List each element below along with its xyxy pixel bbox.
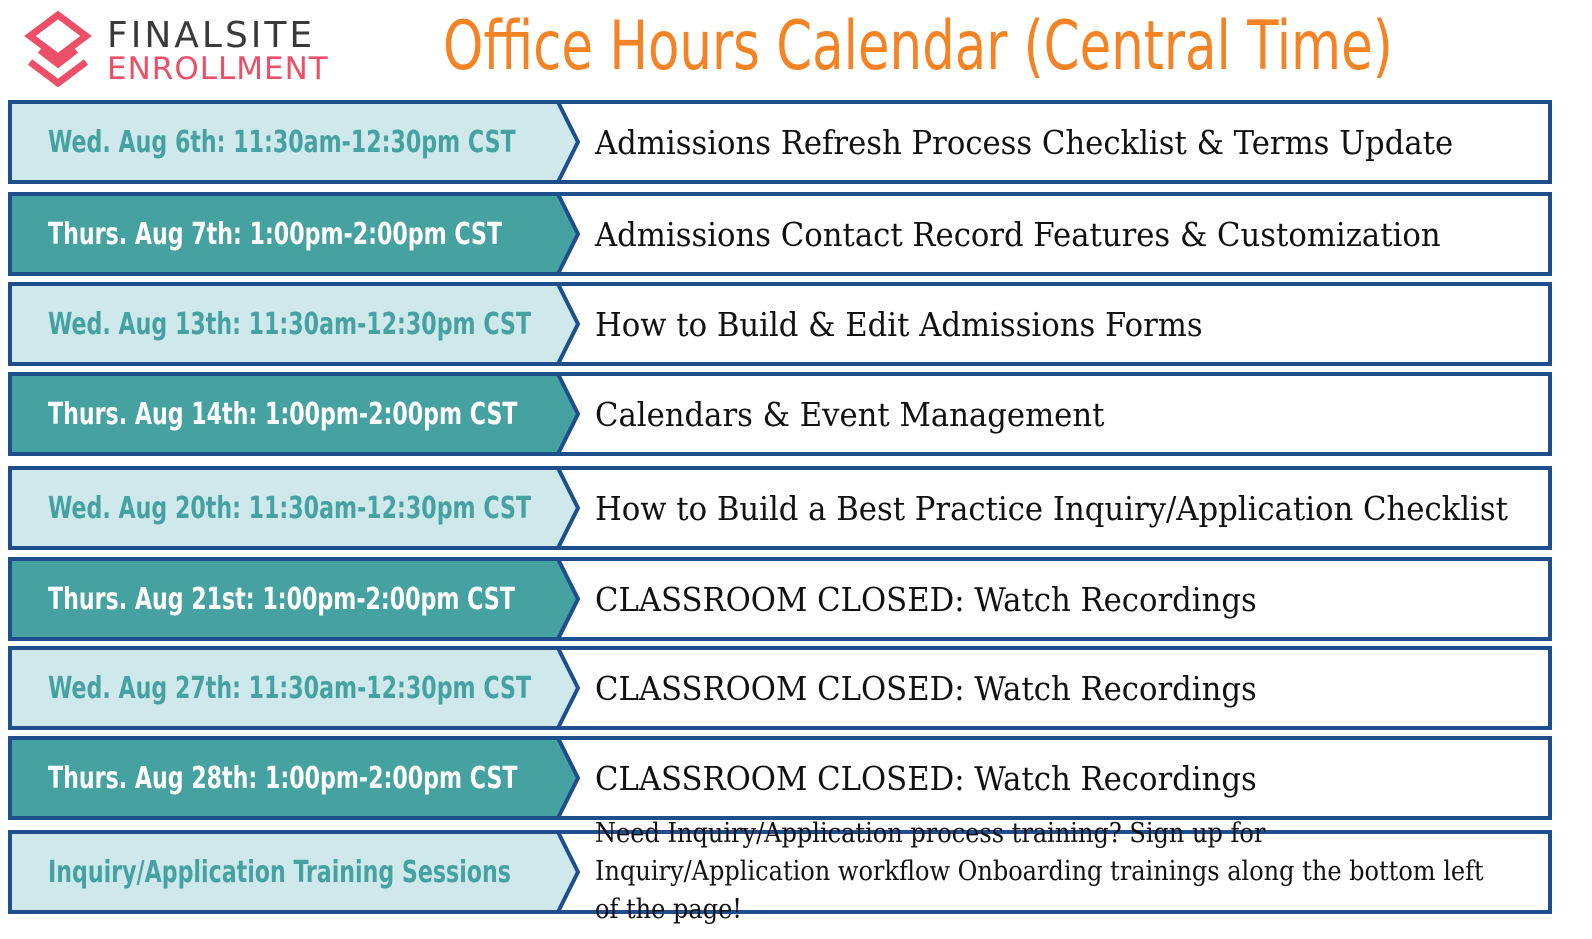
session-topic: Calendars & Event Management (595, 394, 1105, 434)
session-date: Wed. Aug 27th: 11:30am-12:30pm CST (48, 670, 532, 706)
session-row (8, 646, 1552, 730)
logo-wordmark-enrollment: ENROLLMENT (107, 51, 329, 87)
session-date: Thurs. Aug 28th: 1:00pm-2:00pm CST (48, 760, 518, 796)
session-row (8, 557, 1552, 641)
session-topic: CLASSROOM CLOSED: Watch Recordings (595, 668, 1257, 708)
session-row (8, 466, 1552, 550)
session-topic: CLASSROOM CLOSED: Watch Recordings (595, 579, 1257, 619)
finalsite-logo (22, 10, 362, 90)
session-topic: Admissions Contact Record Features & Customization (595, 214, 1441, 254)
session-topic: How to Build & Edit Admissions Forms (595, 304, 1203, 344)
session-date: Thurs. Aug 14th: 1:00pm-2:00pm CST (48, 396, 518, 432)
session-date: Wed. Aug 13th: 11:30am-12:30pm CST (48, 306, 532, 342)
session-date: Thurs. Aug 21st: 1:00pm-2:00pm CST (48, 581, 515, 617)
training-sessions-row (8, 817, 1552, 926)
session-topic: CLASSROOM CLOSED: Watch Recordings (595, 758, 1257, 798)
session-date: Thurs. Aug 7th: 1:00pm-2:00pm CST (48, 216, 503, 252)
page-title: Office Hours Calendar (Central Time) (443, 7, 1393, 86)
training-sessions-label: Inquiry/Application Training Sessions (48, 854, 511, 890)
session-row (8, 192, 1552, 276)
session-row (8, 100, 1552, 184)
session-row (8, 736, 1552, 820)
logo-wordmark-finalsite: FINALSITE (107, 15, 316, 56)
session-topic: Admissions Refresh Process Checklist & Terms Update (595, 122, 1454, 162)
session-row (8, 282, 1552, 366)
finalsite-logo-icon (22, 10, 94, 88)
session-topic: How to Build a Best Practice Inquiry/Application Checklist (595, 488, 1508, 528)
training-sessions-note: Need Inquiry/Application process training? Sign up for Inquiry/Application workflow Onboarding trainings along the bottom left of the page! (595, 817, 1484, 926)
session-date: Wed. Aug 20th: 11:30am-12:30pm CST (48, 490, 532, 526)
session-date: Wed. Aug 6th: 11:30am-12:30pm CST (48, 124, 516, 160)
header (0, 0, 1592, 100)
session-row (8, 372, 1552, 456)
